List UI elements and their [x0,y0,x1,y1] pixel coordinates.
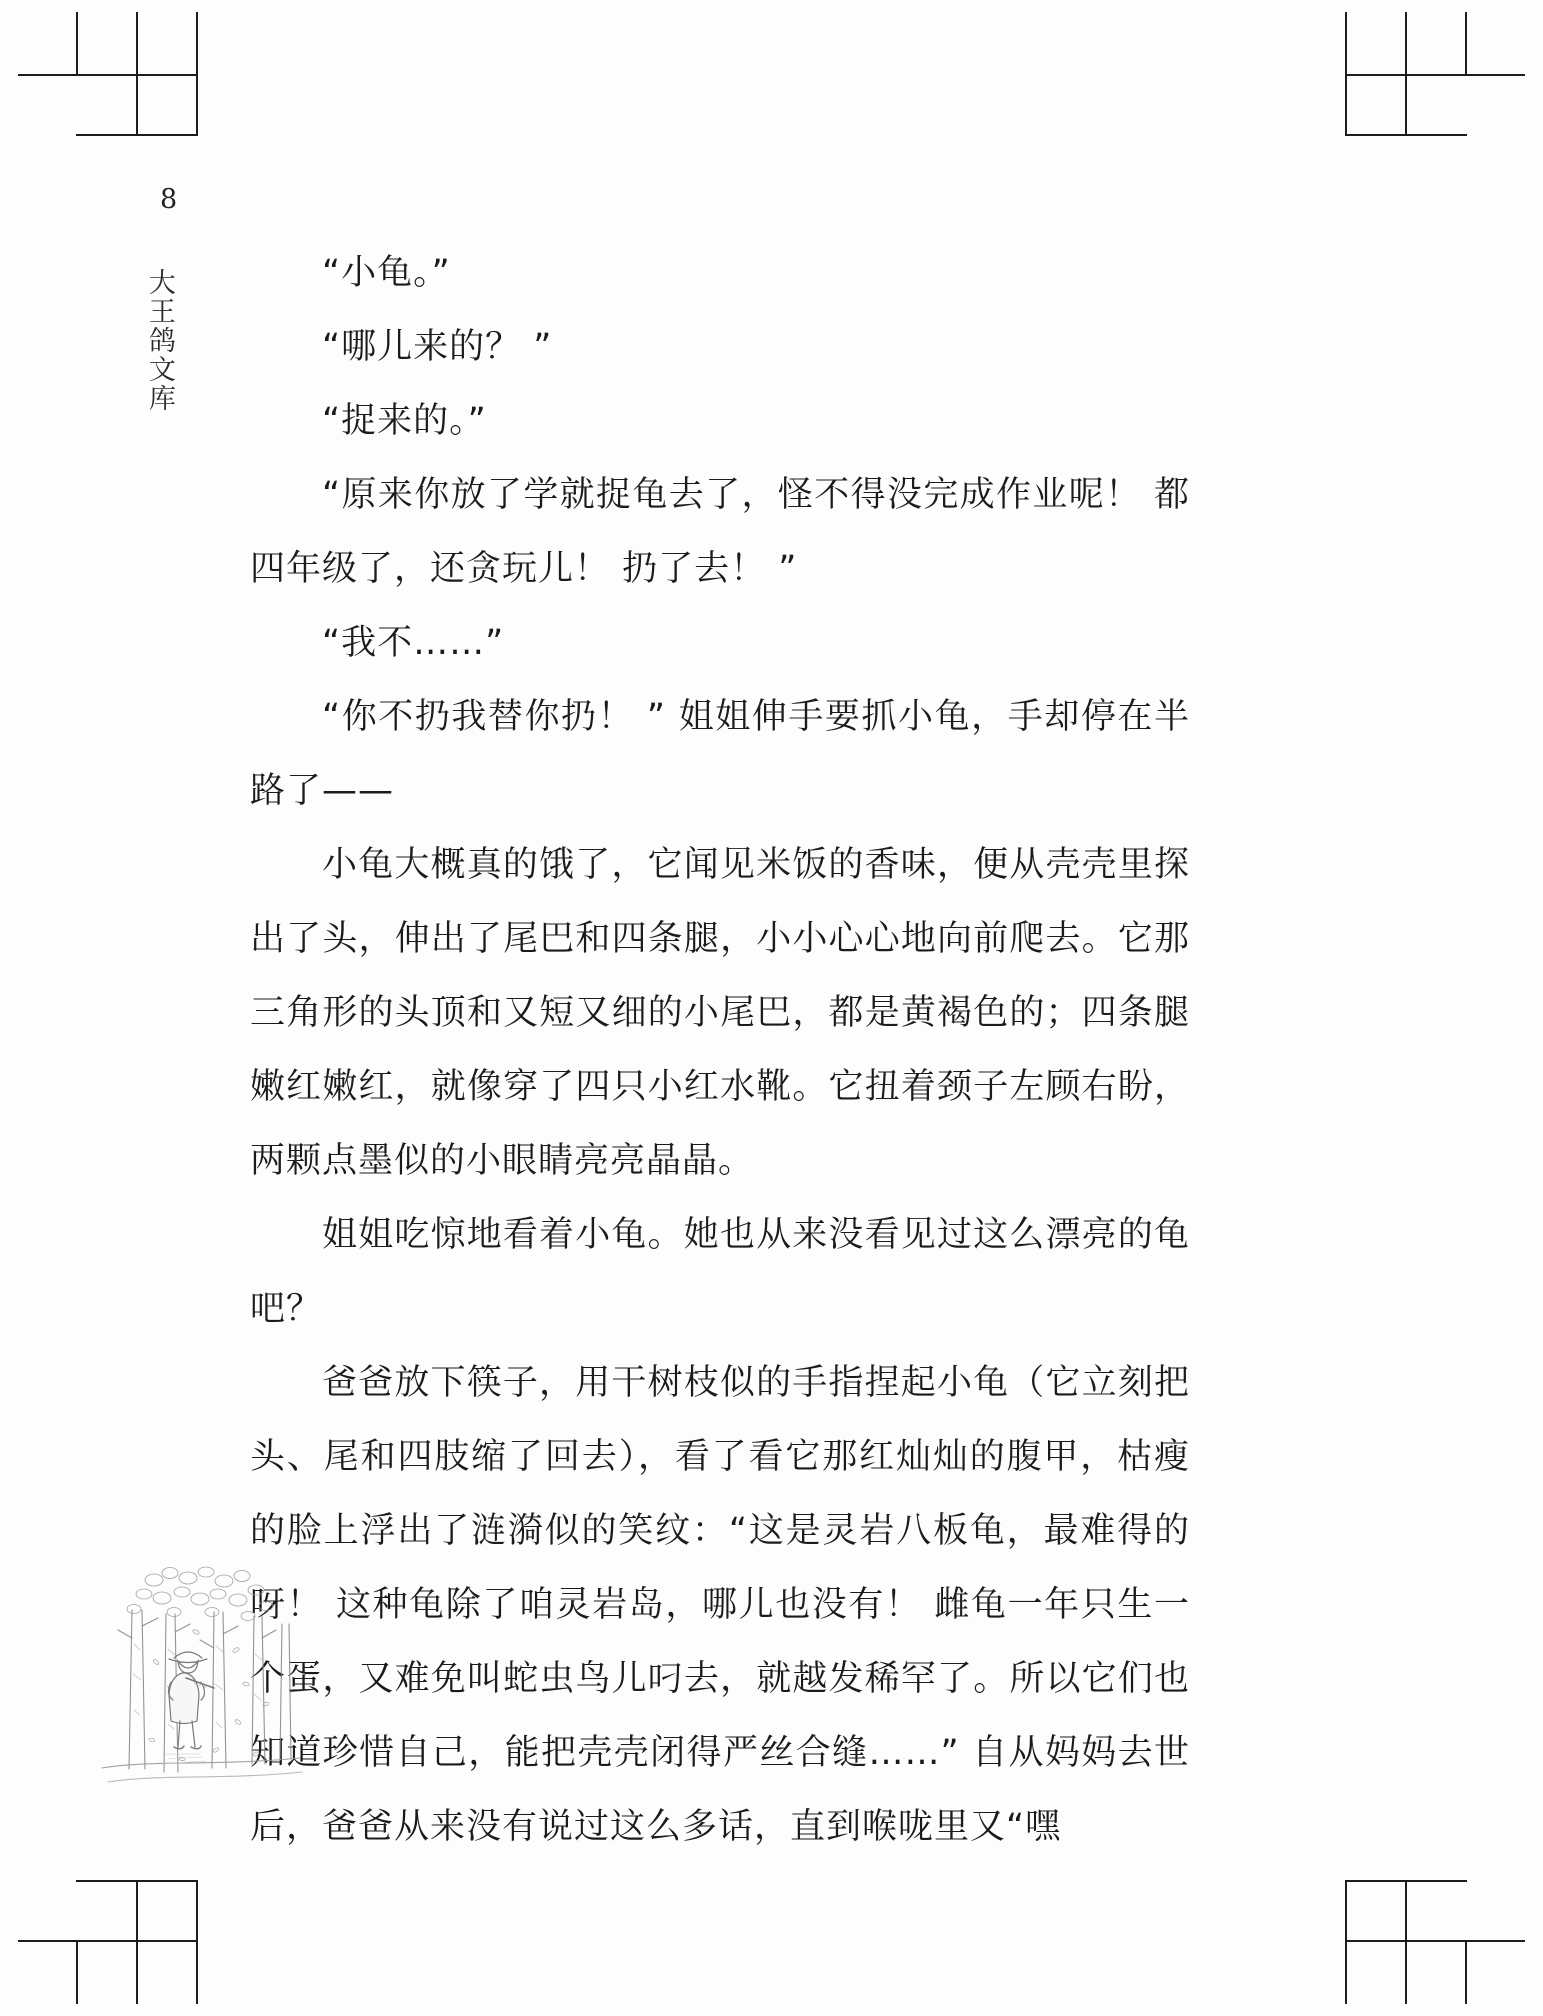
paragraph: 爸爸放下筷子，用干树枝似的手指捏起小龟（它立刻把头、尾和四肢缩了回去），看了看它那红灿灿的腹甲，枯瘦的脸上浮出了涟漪似的笑纹：“这是灵岩八板龟，最难得的呀！ 这种龟除了咱灵岩岛，哪儿也没有！ 雌龟一年只生一个蛋，又难免叫蛇虫鸟儿叼去，就越发稀罕了。所以它们也知道珍惜自己，能把壳壳闭得严丝合缝……” 自从妈妈去世后，爸爸从来没有说过这么多话，直到喉咙里又“嘿 [250,1363,1190,1847]
paragraph: “我不……” [322,623,505,663]
crop-mark-bottom-left-icon [18,1824,238,2004]
crop-mark-top-left-icon [18,12,238,192]
paragraph: “哪儿来的？ ” [322,327,553,367]
body-text-column [250,236,1190,1864]
crop-mark-top-right-icon [1305,12,1525,192]
forest-boy-sketch-illustration [96,1554,306,1804]
paragraph: “你不扔我替你扔！ ” 姐姐伸手要抓小龟，手却停在半路了—— [250,697,1190,811]
page-number: 8 [160,184,178,215]
paragraph: 小龟大概真的饿了，它闻见米饭的香味，便从壳壳里探出了头，伸出了尾巴和四条腿，小小心心地向前爬去。它那三角形的头顶和又短又细的小尾巴，都是黄褐色的；四条腿嫩红嫩红，就像穿了四只小红水靴。它扭着颈子左顾右盼，两颗点墨似的小眼睛亮亮晶晶。 [250,845,1190,1181]
paragraph: “捉来的。” [322,401,487,441]
paragraph: “小龟。” [322,253,451,293]
paragraph: 姐姐吃惊地看着小龟。她也从来没看见过这么漂亮的龟吧？ [250,1215,1190,1329]
paragraph: “原来你放了学就捉龟去了，怪不得没完成作业呢！ 都四年级了，还贪玩儿！ 扔了去！ ” [250,475,1190,589]
crop-mark-bottom-right-icon [1305,1824,1525,2004]
series-title-vertical: 大王鸽文库 [143,268,175,413]
